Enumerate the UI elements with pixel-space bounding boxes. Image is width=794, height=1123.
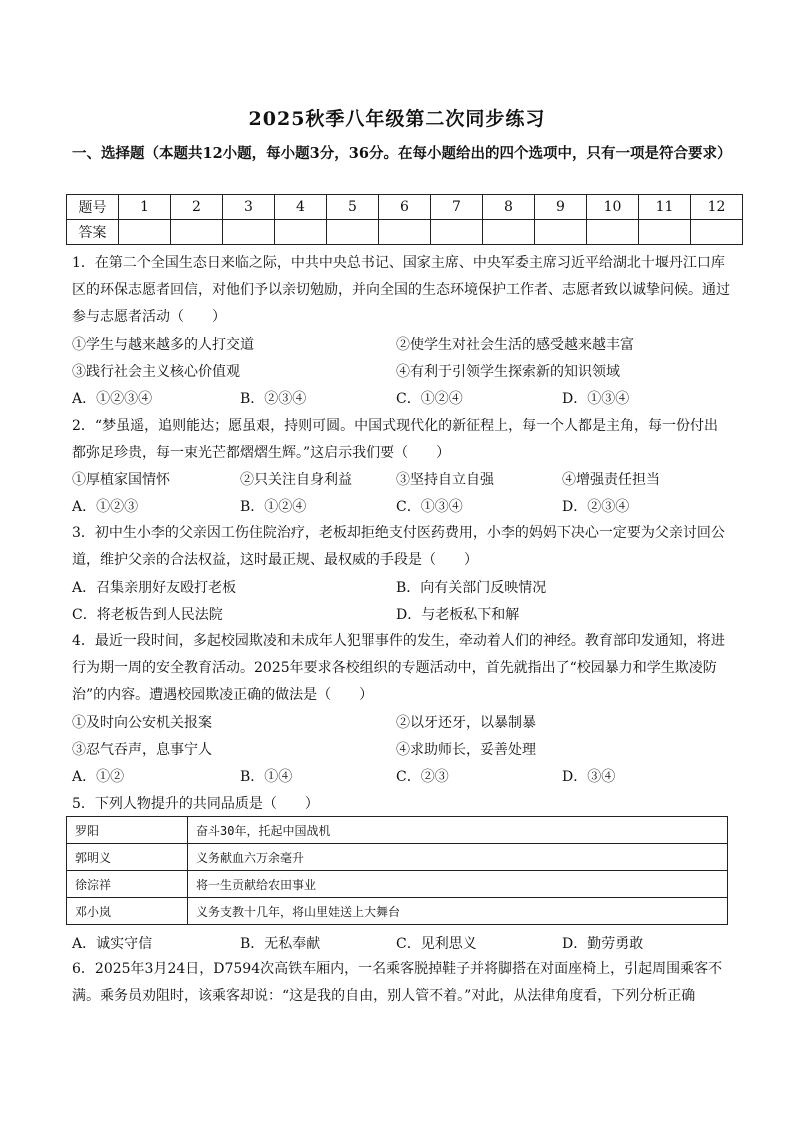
answer-cell[interactable] [535, 220, 587, 245]
q4-option-b[interactable]: B．①④ [240, 769, 293, 785]
answer-cell[interactable] [327, 220, 379, 245]
row-label-number: 题号 [67, 195, 119, 220]
q5-option-d[interactable]: D．勤劳勇敢 [562, 936, 644, 952]
person-name: 徐淙祥 [67, 871, 188, 898]
q4-stem: 4．最近一段时间，多起校园欺凌和未成年人犯罪事件的发生，牵动着人们的神经。教育部印发通知，将进行为期一周的安全教育活动。2025年要求各校组织的专题活动中，首先就指出了“校园暴力和学生欺凌防治”的内容。遭遇校园欺凌正确的做法是（ ） [72, 633, 725, 703]
q4-option-d[interactable]: D．③④ [562, 769, 616, 785]
q2-stem: 2．“梦虽遥，追则能达；愿虽艰，持则可圆。中国式现代化的新征程上，每一个人都是主角，每一份付出都弥足珍贵，每一束光芒都熠熠生辉。”这启示我们要（ ） [72, 418, 719, 461]
number-cell: 6 [379, 195, 431, 220]
q4-option-a[interactable]: A．①② [72, 769, 125, 785]
number-cell: 7 [431, 195, 483, 220]
answer-cell[interactable] [691, 220, 743, 245]
q4-statement-2: ②以牙还牙，以暴制暴 [396, 715, 536, 731]
table-row [67, 898, 728, 925]
q2-option-d[interactable]: D．②③④ [562, 499, 630, 515]
answer-cell[interactable] [171, 220, 223, 245]
q2-option-a[interactable]: A．①②③ [72, 499, 139, 515]
q2-statement-2: ②只关注自身利益 [240, 472, 352, 488]
number-cell: 12 [691, 195, 743, 220]
q5-option-a[interactable]: A．诚实守信 [72, 936, 153, 952]
answer-table-number-row [67, 195, 743, 220]
q5-people-table [66, 816, 728, 925]
q2-statement-1: ①厚植家国情怀 [72, 472, 170, 488]
answer-cell[interactable] [431, 220, 483, 245]
q2-option-b[interactable]: B．①②④ [240, 499, 307, 515]
number-cell: 5 [327, 195, 379, 220]
section-heading: 一、选择题（本题共12小题，每小题3分，36分。在每小题给出的四个选项中，只有一项是符合要求） [72, 145, 732, 162]
q2-statement-4: ④增强责任担当 [562, 472, 660, 488]
number-cell: 2 [171, 195, 223, 220]
q6-stem: 6．2025年3月24日，D7594次高铁车厢内，一名乘客脱掉鞋子并将脚搭在对面座椅上，引起周围乘客不满。乘务员劝阻时，该乘客却说：“这是我的自由，别人管不着。”对此，从法律角度看，下列分析正确 [72, 961, 723, 1004]
answer-cell[interactable] [587, 220, 639, 245]
answer-cell[interactable] [483, 220, 535, 245]
q5-option-c[interactable]: C．见利思义 [396, 936, 477, 952]
row-label-answer: 答案 [67, 220, 119, 245]
person-deed: 奋斗30年，托起中国战机 [188, 817, 728, 844]
table-row [67, 844, 728, 871]
person-deed: 义务支教十几年，将山里娃送上大舞台 [188, 898, 728, 925]
q4-statement-3: ③忍气吞声，息事宁人 [72, 742, 212, 758]
table-row [67, 871, 728, 898]
page-title: 2025秋季八年级第二次同步练习 [248, 108, 546, 130]
q3-option-d[interactable]: D．与老板私下和解 [396, 607, 520, 623]
q1-option-d[interactable]: D．①③④ [562, 391, 630, 407]
q5-option-b[interactable]: B．无私奉献 [240, 936, 321, 952]
person-deed: 将一生贡献给农田事业 [188, 871, 728, 898]
q1-option-a[interactable]: A．①②③④ [72, 391, 153, 407]
answer-cell[interactable] [223, 220, 275, 245]
q1-option-c[interactable]: C．①②④ [396, 391, 463, 407]
q1-statement-2: ②使学生对社会生活的感受越来越丰富 [396, 337, 634, 353]
table-row [67, 817, 728, 844]
person-name: 罗阳 [67, 817, 188, 844]
answer-cell[interactable] [119, 220, 171, 245]
number-cell: 9 [535, 195, 587, 220]
q1-statement-1: ①学生与越来越多的人打交道 [72, 337, 254, 353]
q2-option-c[interactable]: C．①③④ [396, 499, 463, 515]
q4-option-c[interactable]: C．②③ [396, 769, 449, 785]
q3-stem: 3．初中生小李的父亲因工伤住院治疗，老板却拒绝支付医药费用，小李的妈妈下决心一定要为父亲讨回公道，维护父亲的合法权益，这时最正规、最权威的手段是（ ） [72, 525, 725, 568]
q3-option-b[interactable]: B．向有关部门反映情况 [396, 580, 547, 596]
number-cell: 11 [639, 195, 691, 220]
number-cell: 4 [275, 195, 327, 220]
q3-option-c[interactable]: C．将老板告到人民法院 [72, 607, 223, 623]
answer-cell[interactable] [379, 220, 431, 245]
number-cell: 1 [119, 195, 171, 220]
q1-statement-3: ③践行社会主义核心价值观 [72, 364, 240, 380]
q1-statement-4: ④有利于引领学生探索新的知识领域 [396, 364, 620, 380]
q2-statement-3: ③坚持自立自强 [396, 472, 494, 488]
answer-table [66, 194, 743, 245]
number-cell: 10 [587, 195, 639, 220]
answer-cell[interactable] [275, 220, 327, 245]
q1-option-b[interactable]: B．②③④ [240, 391, 307, 407]
q4-statement-1: ①及时向公安机关报案 [72, 715, 212, 731]
q5-stem: 5．下列人物提升的共同品质是（ ） [72, 796, 319, 812]
number-cell: 8 [483, 195, 535, 220]
q1-stem: 1．在第二个全国生态日来临之际，中共中央总书记、国家主席、中央军委主席习近平给湖北十堰丹江口库区的环保志愿者回信，对他们予以亲切勉励，并向全国的生态环境保护工作者、志愿者致以诚挚问候。通过参与志愿者活动（ ） [72, 255, 730, 325]
person-name: 郭明义 [67, 844, 188, 871]
person-name: 邓小岚 [67, 898, 188, 925]
person-deed: 义务献血六万余毫升 [188, 844, 728, 871]
number-cell: 3 [223, 195, 275, 220]
q4-statement-4: ④求助师长，妥善处理 [396, 742, 536, 758]
answer-cell[interactable] [639, 220, 691, 245]
q3-option-a[interactable]: A．召集亲朋好友殴打老板 [72, 580, 237, 596]
answer-table-answer-row [67, 220, 743, 245]
